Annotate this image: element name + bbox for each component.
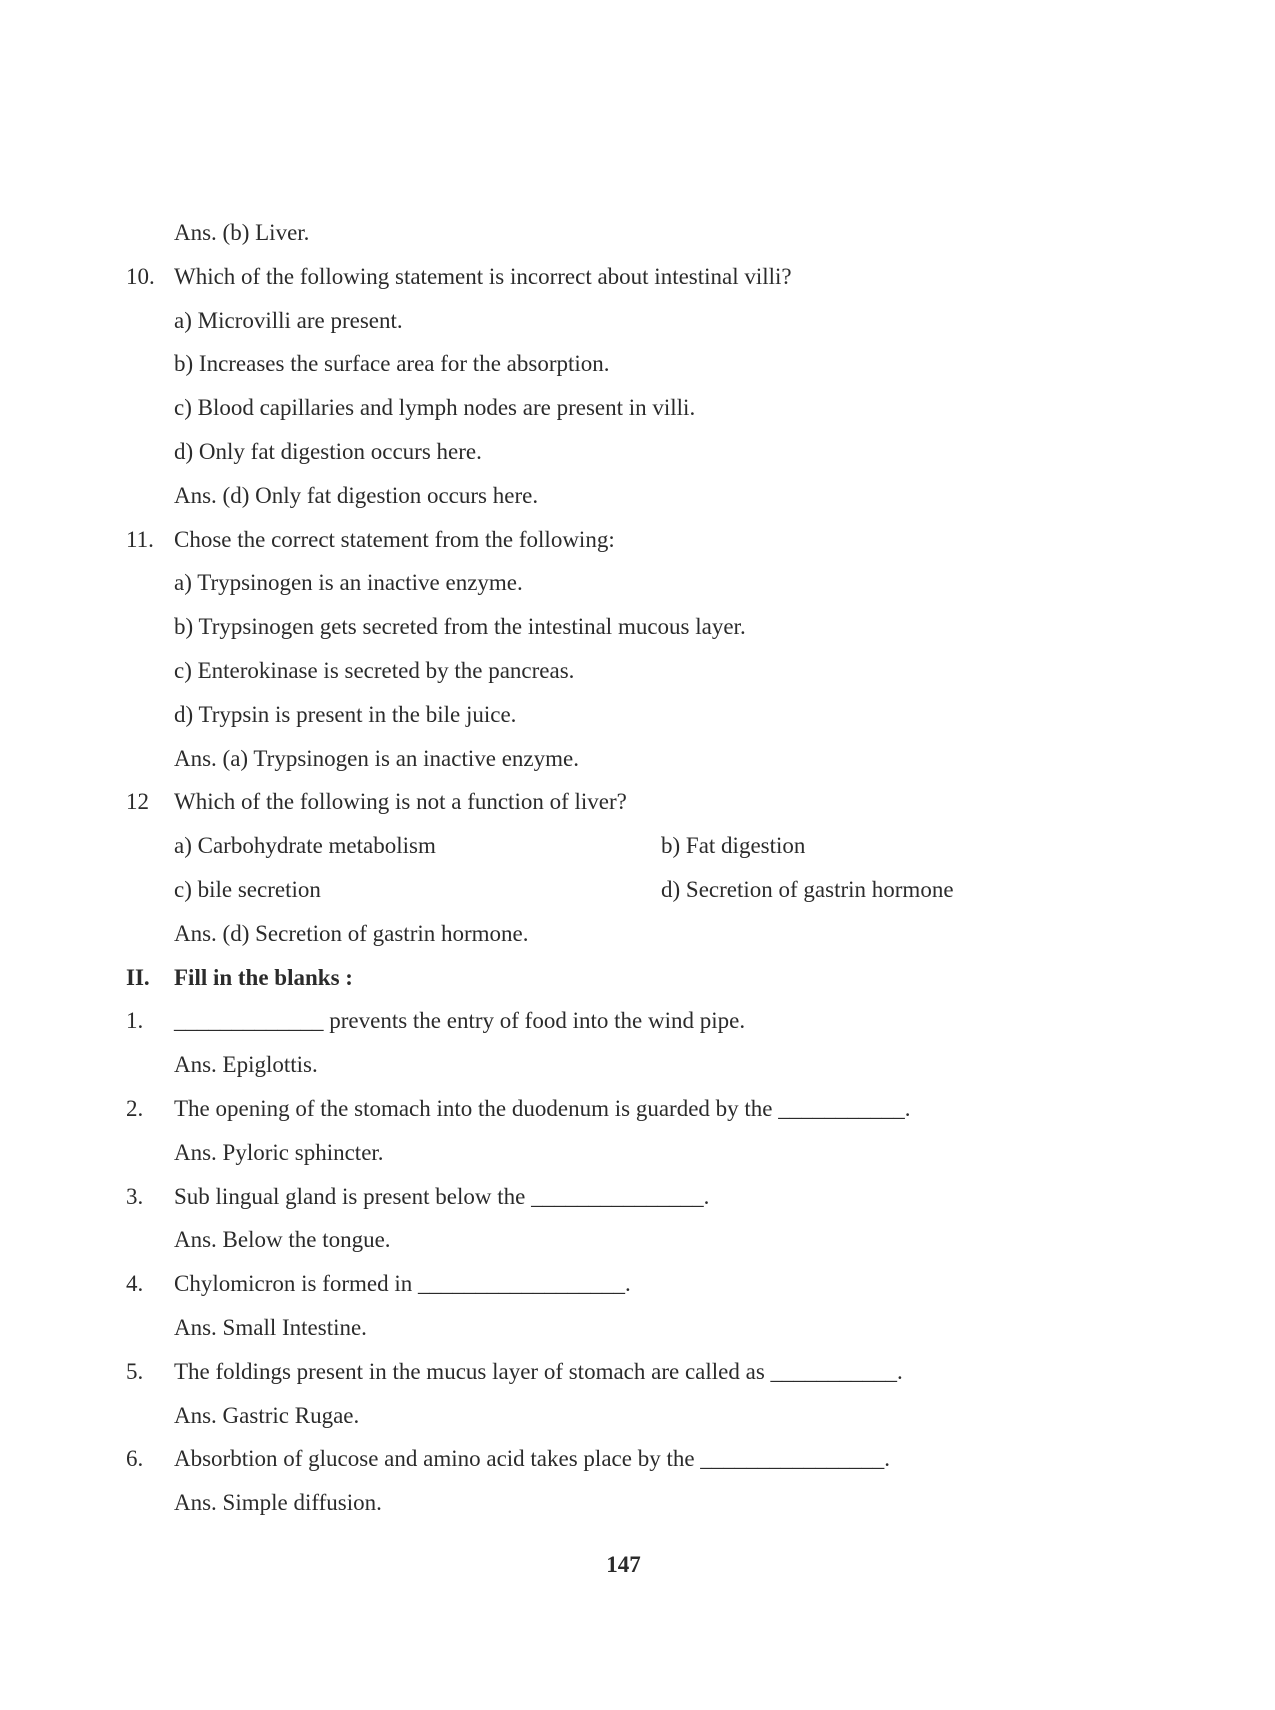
option bbox=[0, 561, 1275, 605]
answer-line bbox=[0, 1131, 1275, 1175]
question-number: 11. bbox=[126, 526, 154, 552]
option-text: c) Blood capillaries and lymph nodes are present in villi. bbox=[174, 395, 696, 421]
option-text: b) Increases the surface area for the absorption. bbox=[174, 351, 610, 377]
answer-line bbox=[0, 1218, 1275, 1262]
answer-text: Ans. (d) Only fat digestion occurs here. bbox=[174, 482, 539, 508]
option-text: c) bile secretion bbox=[174, 876, 321, 902]
option bbox=[0, 649, 1275, 693]
answer-text: Ans. Below the tongue. bbox=[174, 1227, 391, 1253]
item-text: _____________ prevents the entry of food into the wind pipe. bbox=[174, 1008, 746, 1034]
option bbox=[0, 430, 1275, 474]
question-text: Chose the correct statement from the following: bbox=[174, 526, 615, 552]
question-11 bbox=[0, 518, 1275, 562]
option-text: a) Trypsinogen is an inactive enzyme. bbox=[174, 570, 523, 596]
question-text: Which of the following statement is incorrect about intestinal villi? bbox=[174, 263, 792, 289]
answer-text: Ans. Simple diffusion. bbox=[174, 1490, 382, 1516]
item-number: 1. bbox=[126, 1008, 144, 1034]
item-number: 4. bbox=[126, 1271, 144, 1297]
item-text: Sub lingual gland is present below the _______________. bbox=[174, 1183, 710, 1209]
blank-item bbox=[0, 1350, 1275, 1394]
section-title: Fill in the blanks : bbox=[174, 964, 353, 990]
option-text: b) Trypsinogen gets secreted from the intestinal mucous layer. bbox=[174, 614, 746, 640]
answer-text: Ans. (b) Liver. bbox=[174, 220, 310, 245]
answer-line bbox=[0, 912, 1275, 956]
question-number: 12 bbox=[126, 789, 149, 815]
option bbox=[0, 605, 1275, 649]
blank-item bbox=[0, 1175, 1275, 1219]
answer-line bbox=[0, 737, 1275, 781]
item-number: 5. bbox=[126, 1358, 144, 1384]
document-page bbox=[0, 211, 1275, 1525]
answer-line bbox=[0, 1481, 1275, 1525]
answer-line bbox=[0, 1306, 1275, 1350]
answer-text: Ans. Pyloric sphincter. bbox=[174, 1139, 384, 1165]
option bbox=[0, 342, 1275, 386]
item-number: 6. bbox=[126, 1446, 144, 1472]
option bbox=[0, 693, 1275, 737]
item-number: 2. bbox=[126, 1095, 144, 1121]
option bbox=[0, 386, 1275, 430]
item-text: The opening of the stomach into the duodenum is guarded by the ___________. bbox=[174, 1095, 911, 1121]
answer-text: Ans. (d) Secretion of gastrin hormone. bbox=[174, 920, 529, 946]
answer-text: Ans. Gastric Rugae. bbox=[174, 1402, 360, 1428]
option-text: d) Secretion of gastrin hormone bbox=[661, 876, 954, 902]
question-10 bbox=[0, 255, 1275, 299]
option bbox=[0, 299, 1275, 343]
answer-line bbox=[0, 211, 1275, 255]
section-number: II. bbox=[126, 964, 150, 990]
question-text: Which of the following is not a function of liver? bbox=[174, 789, 627, 815]
question-number: 10. bbox=[126, 263, 155, 289]
option-text: a) Microvilli are present. bbox=[174, 307, 403, 333]
option-text: c) Enterokinase is secreted by the pancreas. bbox=[174, 657, 575, 683]
option-text: b) Fat digestion bbox=[661, 833, 806, 859]
item-number: 3. bbox=[126, 1183, 144, 1209]
option-row bbox=[0, 824, 1275, 868]
answer-line bbox=[0, 1043, 1275, 1087]
item-text: The foldings present in the mucus layer of stomach are called as ___________. bbox=[174, 1358, 903, 1384]
option-text: d) Trypsin is present in the bile juice. bbox=[174, 701, 517, 727]
answer-line bbox=[0, 474, 1275, 518]
question-12 bbox=[0, 780, 1275, 824]
page-number: 147 bbox=[606, 1552, 641, 1577]
option-row bbox=[0, 868, 1275, 912]
blank-item bbox=[0, 1437, 1275, 1481]
option-text: d) Only fat digestion occurs here. bbox=[174, 438, 482, 464]
blank-item bbox=[0, 999, 1275, 1043]
item-text: Chylomicron is formed in __________________. bbox=[174, 1271, 631, 1297]
blank-item bbox=[0, 1087, 1275, 1131]
blank-item bbox=[0, 1262, 1275, 1306]
item-text: Absorbtion of glucose and amino acid takes place by the ________________. bbox=[174, 1446, 891, 1472]
answer-text: Ans. Epiglottis. bbox=[174, 1052, 318, 1078]
section-heading bbox=[0, 956, 1275, 1000]
option-text: a) Carbohydrate metabolism bbox=[174, 833, 436, 859]
answer-text: Ans. Small Intestine. bbox=[174, 1314, 367, 1340]
answer-text: Ans. (a) Trypsinogen is an inactive enzyme. bbox=[174, 745, 579, 771]
answer-line bbox=[0, 1394, 1275, 1438]
